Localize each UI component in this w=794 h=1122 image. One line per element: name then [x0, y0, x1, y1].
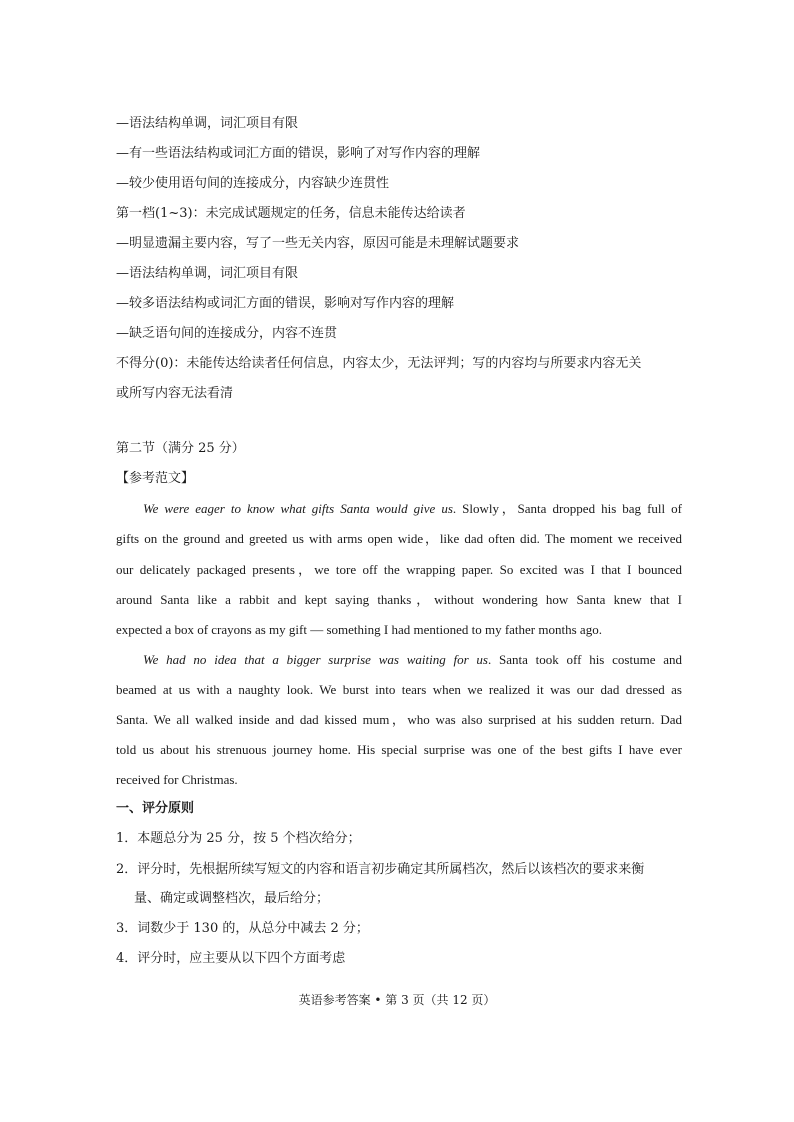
principle-item-2-cont: 量、确定或调整档次，最后给分； [134, 891, 330, 906]
rubric-line: —语法结构单调，词汇项目有限 [116, 116, 299, 131]
principle-item-3: 3．词数少于 130 的，从总分中减去 2 分； [116, 921, 369, 936]
principle-item-1: 1．本题总分为 25 分，按 5 个档次给分； [116, 831, 361, 846]
principles-heading: 一、评分原则 [116, 801, 195, 816]
essay-opening-sentence: We had no idea that a bigger surprise was waiting for us [143, 652, 488, 667]
essay-line: gifts on the ground and greeted us with arms open wide，like dad often did. The moment we received [116, 531, 682, 546]
principle-item-2: 2．评分时，先根据所续写短文的内容和语言初步确定其所属档次，然后以该档次的要求来衡 [116, 862, 645, 877]
essay-line: our delicately packaged presents，we tore off the wrapping paper. So excited was I that I bounced [116, 562, 682, 577]
essay-opening-sentence: We were eager to know what gifts Santa would give us [143, 501, 453, 516]
rubric-line: —语法结构单调，词汇项目有限 [116, 266, 299, 281]
essay-line: around Santa like a rabbit and kept saying thanks，without wondering how Santa knew that I [116, 592, 682, 607]
essay-paragraph-2-line-1: We had no idea that a bigger surprise was waiting for us. Santa took off his costume and [143, 652, 682, 667]
reference-label: 【参考范文】 [116, 471, 195, 486]
rubric-line: —缺乏语句间的连接成分，内容不连贯 [116, 326, 338, 341]
essay-paragraph-1-line-1: We were eager to know what gifts Santa would give us. Slowly，Santa dropped his bag full of [143, 501, 682, 516]
rubric-zero-score: 不得分(0)：未能传达给读者任何信息，内容太少，无法评判；写的内容均与所要求内容无关 [116, 356, 642, 371]
essay-line: received for Christmas. [116, 772, 238, 787]
section-heading: 第二节（满分 25 分） [116, 441, 245, 456]
rubric-line: —有一些语法结构或词汇方面的错误，影响了对写作内容的理解 [116, 146, 481, 161]
rubric-zero-score-cont: 或所写内容无法看清 [116, 386, 234, 401]
essay-line: Santa. We all walked inside and dad kissed mum，who was also surprised at his sudden return. Dad [116, 712, 682, 727]
rubric-line: —较少使用语句间的连接成分，内容缺少连贯性 [116, 176, 390, 191]
page-footer: 英语参考答案 • 第 3 页（共 12 页） [298, 993, 496, 1007]
principle-item-4: 4．评分时，应主要从以下四个方面考虑 [116, 951, 346, 966]
rubric-level-heading: 第一档(1~3)：未完成试题规定的任务，信息未能传达给读者 [116, 206, 466, 221]
essay-line: beamed at us with a naughty look. We burst into tears when we realized it was our dad dressed as [116, 682, 682, 697]
rubric-line: —明显遗漏主要内容，写了一些无关内容，原因可能是未理解试题要求 [116, 236, 520, 251]
essay-line: told us about his strenuous journey home. His special surprise was one of the best gifts I have ever [116, 742, 682, 757]
essay-line: expected a box of crayons as my gift — something I had mentioned to my father months ago. [116, 622, 602, 637]
rubric-line: —较多语法结构或词汇方面的错误，影响对写作内容的理解 [116, 296, 455, 311]
